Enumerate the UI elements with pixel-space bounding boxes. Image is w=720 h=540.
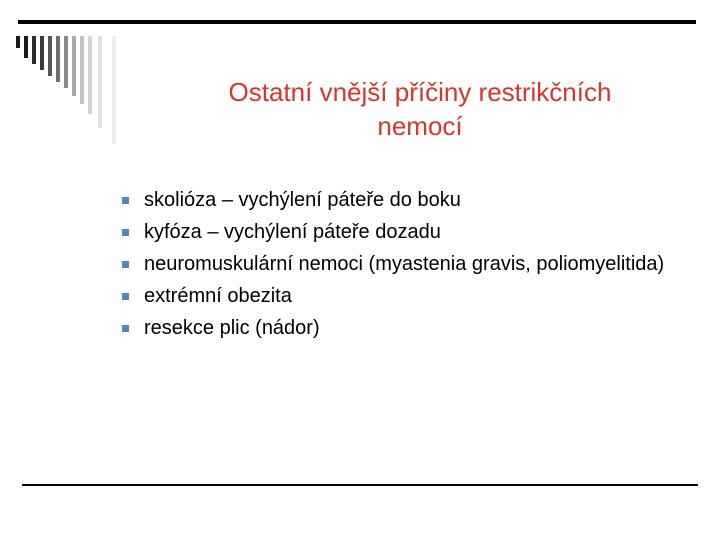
list-item <box>22 248 702 280</box>
list-item <box>22 280 702 312</box>
decorative-bar <box>24 36 28 58</box>
decorative-bars <box>16 36 126 146</box>
bullet-list <box>22 184 702 344</box>
decorative-bar <box>40 36 44 70</box>
slide-title-line-1: Ostatní vnější příčiny restrikčních <box>228 77 612 108</box>
list-item <box>22 184 702 216</box>
decorative-bar <box>32 36 36 64</box>
slide-title-line-2: nemocí <box>377 111 463 142</box>
bullet-text: neuromuskulární nemoci (myastenia gravis, poliomyelitida) <box>144 253 665 275</box>
top-rule <box>18 20 696 24</box>
decorative-bar <box>98 36 102 128</box>
square-bullet-icon <box>122 229 129 236</box>
decorative-bar <box>72 36 76 96</box>
list-item <box>22 312 702 344</box>
slide-title <box>150 75 690 143</box>
list-item <box>22 216 702 248</box>
square-bullet-icon <box>122 197 129 204</box>
bullet-text: resekce plic (nádor) <box>144 317 320 339</box>
bullet-text: extrémní obezita <box>144 285 292 307</box>
decorative-bar <box>80 36 84 104</box>
decorative-bar <box>112 36 116 144</box>
square-bullet-icon <box>122 325 129 332</box>
decorative-bar <box>16 36 20 48</box>
bullet-text: skolióza – vychýlení páteře do boku <box>144 189 461 211</box>
decorative-bar <box>64 36 68 88</box>
decorative-bar <box>88 36 92 114</box>
square-bullet-icon <box>122 261 129 268</box>
decorative-bar <box>48 36 52 76</box>
bullet-text: kyfóza – vychýlení páteře dozadu <box>144 221 441 243</box>
square-bullet-icon <box>122 293 129 300</box>
bottom-rule <box>22 484 698 486</box>
decorative-bar <box>56 36 60 82</box>
